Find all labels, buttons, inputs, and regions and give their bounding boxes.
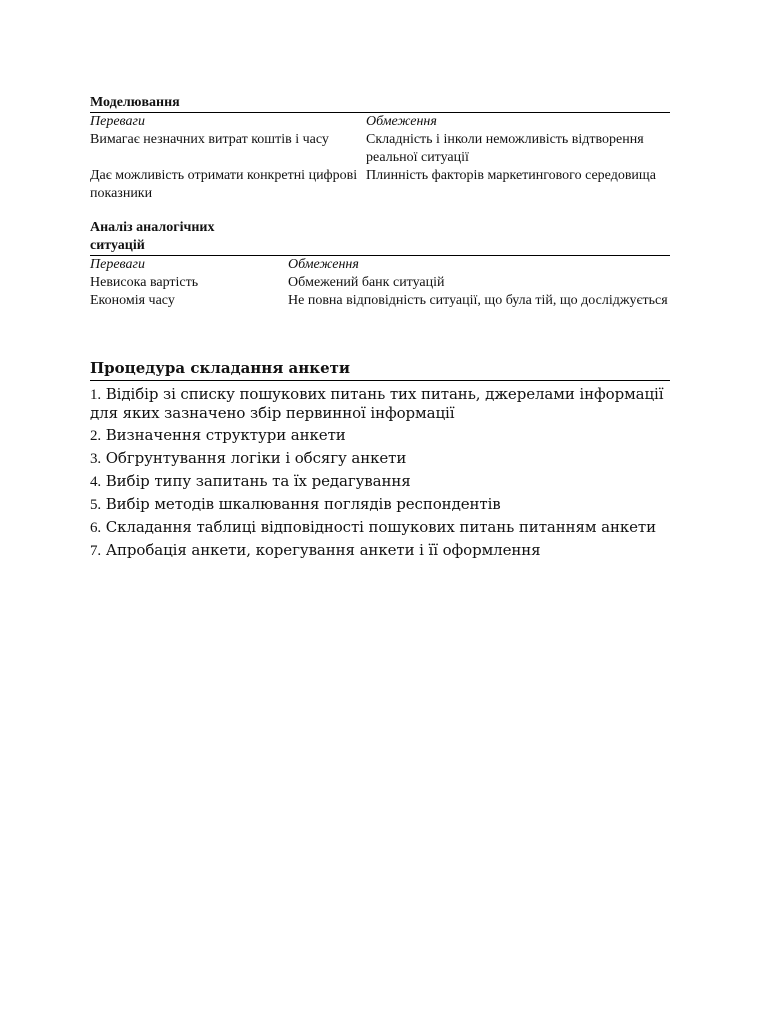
step-number: 7. (90, 543, 102, 559)
list-item (90, 385, 670, 422)
modeling-lim-2: Плинність факторів маркетингового середовища (366, 168, 656, 183)
analogs-title: Аналіз аналогічних ситуацій (90, 220, 215, 253)
step-text: Складання таблиці відповідності пошукових питань питанням анкети (105, 518, 657, 536)
modeling-adv-header: Переваги (90, 114, 145, 129)
analogs-adv-1: Невисока вартість (90, 275, 199, 290)
step-number: 1. (90, 387, 102, 403)
step-text: Визначення структури анкети (105, 426, 346, 444)
table-row (90, 131, 670, 167)
analogs-section (90, 219, 670, 310)
table-row (90, 274, 670, 292)
step-text: Вибір типу запитань та їх редагування (105, 472, 411, 490)
list-item (90, 541, 670, 560)
step-number: 5. (90, 497, 102, 513)
list-item (90, 449, 670, 468)
modeling-section (90, 94, 670, 203)
step-text: Апробація анкети, корегування анкети і її оформлення (105, 541, 541, 559)
step-text: Відібір зі списку пошукових питань тих питань, джерелами інформації для яких зазначено збір первинної інформації (90, 385, 664, 422)
modeling-adv-1: Вимагає незначних витрат коштів і часу (90, 132, 329, 147)
list-item (90, 472, 670, 491)
analogs-adv-2: Економія часу (90, 293, 175, 308)
analogs-lim-1: Обмежений банк ситуацій (288, 275, 445, 290)
analogs-adv-header: Переваги (90, 257, 145, 272)
analogs-lim-2: Не повна відповідність ситуації, що була тій, що досліджується (288, 293, 668, 308)
procedure-rule (90, 380, 670, 381)
procedure-section (90, 358, 670, 560)
table-row (90, 167, 670, 203)
list-item (90, 495, 670, 514)
procedure-title: Процедура складання анкети (90, 359, 351, 377)
modeling-adv-2: Дає можливість отримати конкретні цифрові показники (90, 168, 358, 201)
list-item (90, 426, 670, 445)
step-number: 2. (90, 428, 102, 444)
table-row (90, 292, 670, 310)
step-text: Обгрунтування логіки і обсягу анкети (105, 449, 407, 467)
modeling-header-row (90, 113, 670, 131)
step-text: Вибір методів шкалювання поглядів респондентів (105, 495, 501, 513)
procedure-list (90, 385, 670, 560)
modeling-lim-header: Обмеження (366, 114, 437, 129)
step-number: 4. (90, 474, 102, 490)
modeling-title: Моделювання (90, 95, 180, 110)
step-number: 6. (90, 520, 102, 536)
list-item (90, 518, 670, 537)
step-number: 3. (90, 451, 102, 467)
analogs-header-row (90, 256, 670, 274)
modeling-lim-1: Складність і інколи неможливість відтворення реальної ситуації (366, 132, 644, 165)
analogs-lim-header: Обмеження (288, 257, 359, 272)
